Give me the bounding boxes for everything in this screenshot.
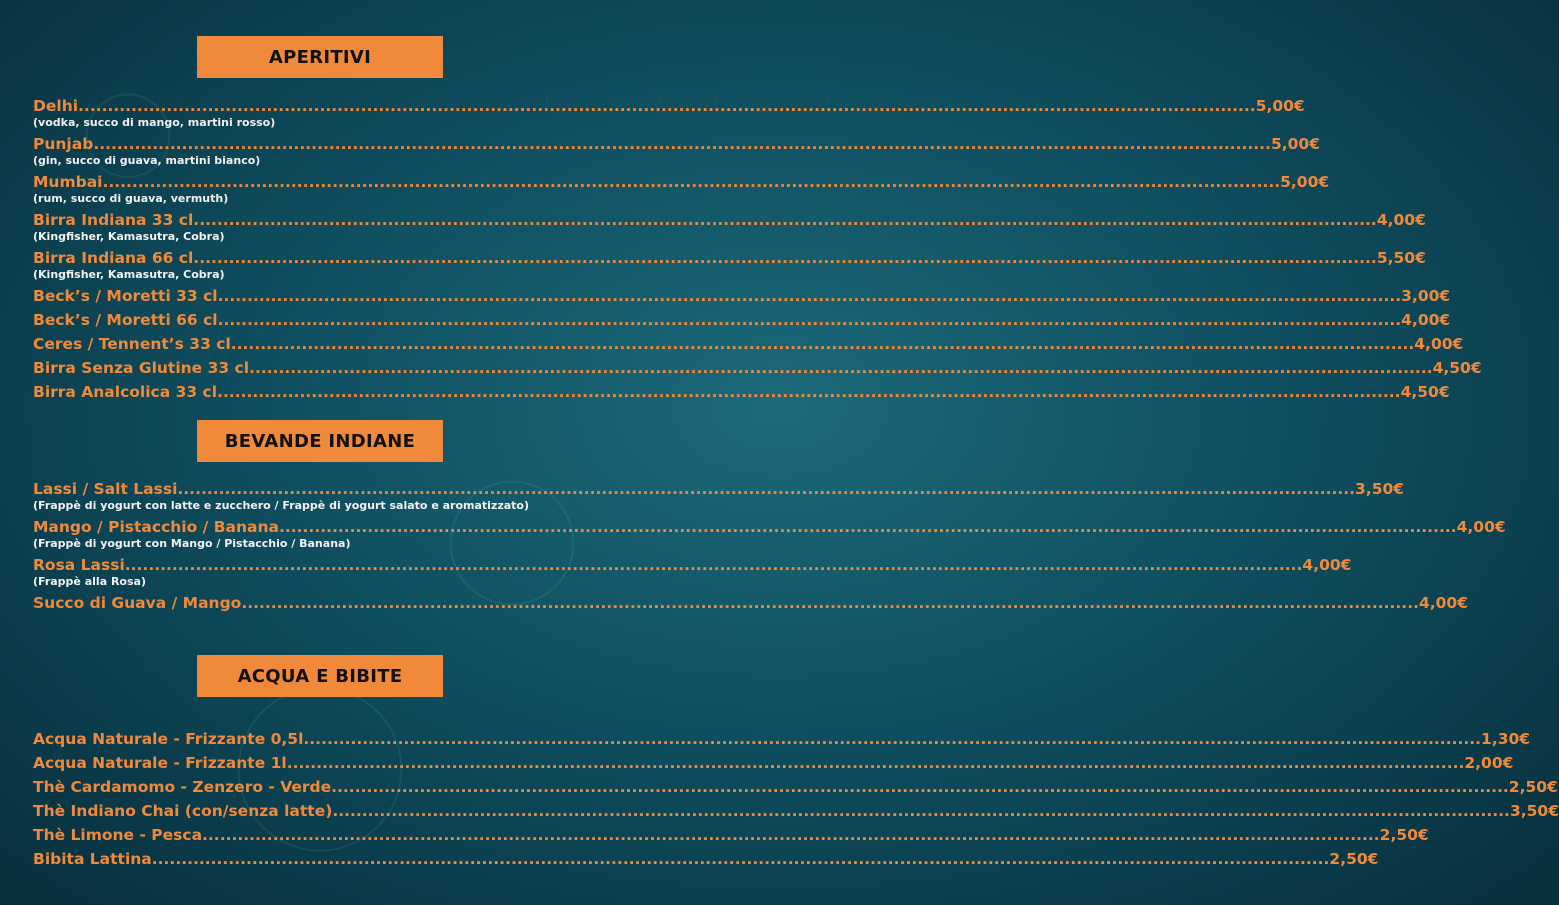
dot-leader: ........................................................................................................................................................................................................ <box>93 135 1271 153</box>
dot-leader: ........................................................................................................................................................................................................ <box>102 173 1281 191</box>
section-header-acqua-e-bibite <box>197 655 443 697</box>
item-description: (Frappè di yogurt con latte e zucchero / Frappè di yogurt salato e aromatizzato) <box>33 499 529 512</box>
item-name: Thè Cardamomo - Zenzero - Verde <box>33 778 332 796</box>
item-name: Punjab <box>33 135 94 153</box>
section-header-aperitivi <box>197 36 443 78</box>
menu-item <box>33 380 1450 404</box>
item-description: (vodka, succo di mango, martini rosso) <box>33 116 276 129</box>
dot-leader: ........................................................................................................................................................................................................ <box>151 850 1330 868</box>
menu-item <box>33 751 1514 775</box>
item-price: 4,00€ <box>1401 311 1451 329</box>
item-name: Birra Indiana 66 cl. <box>33 249 200 267</box>
item-price: 4,50€ <box>1400 383 1450 401</box>
menu-item <box>33 553 1352 589</box>
item-name: Bibita Lattina <box>33 850 152 868</box>
item-price: 4,00€ <box>1414 335 1464 353</box>
item-price: 4,00€ <box>1302 556 1352 574</box>
item-price: 5,50€ <box>1376 249 1426 267</box>
dot-leader: ........................................................................................................................................................................................................ <box>236 335 1415 353</box>
item-name: Delhi <box>33 97 79 115</box>
menu-item <box>33 132 1320 168</box>
menu-item <box>33 591 1468 615</box>
item-price: 2,50€ <box>1329 850 1379 868</box>
menu-item <box>33 208 1426 244</box>
dot-leader: ........................................................................................................................................................................................................ <box>199 249 1377 267</box>
item-description: (Kingfisher, Kamasutra, Cobra) <box>33 230 225 243</box>
menu-item <box>33 332 1464 356</box>
dot-leader: ........................................................................................................................................................................................................ <box>241 594 1419 612</box>
item-name: Birra Indiana 33 cl. <box>33 211 200 229</box>
item-price: 5,00€ <box>1280 173 1330 191</box>
item-description: (Frappè alla Rosa) <box>33 575 146 588</box>
item-description: (Frappè di yogurt con Mango / Pistacchio / Banana) <box>33 537 351 550</box>
dot-leader: ........................................................................................................................................................................................................ <box>124 556 1303 574</box>
menu-item <box>33 94 1305 130</box>
item-price: 2,00€ <box>1464 754 1514 772</box>
dot-leader: ........................................................................................................................................................................................................ <box>278 518 1457 536</box>
item-name: Acqua Naturale - Frizzante 1l <box>33 754 287 772</box>
item-price: 5,00€ <box>1270 135 1320 153</box>
item-name: Rosa Lassi <box>33 556 125 574</box>
item-name: Succo di Guava / Mango <box>33 594 242 612</box>
dot-leader: ........................................................................................................................................................................................................ <box>223 287 1402 305</box>
item-name: Beck’s / Moretti 33 cl. <box>33 287 224 305</box>
item-name: Thè Limone - Pesca <box>33 826 203 844</box>
item-description: (rum, succo di guava, vermuth) <box>33 192 229 205</box>
section-title: BEVANDE INDIANE <box>224 430 416 452</box>
dot-leader: ........................................................................................................................................................................................................ <box>223 311 1402 329</box>
menu-item <box>33 284 1451 308</box>
dot-leader: ........................................................................................................................................................................................................ <box>222 383 1401 401</box>
menu-item <box>33 823 1429 847</box>
item-name: Birra Senza Glutine 33 cl. <box>33 359 255 377</box>
dot-leader: ........................................................................................................................................................................................................ <box>331 778 1509 796</box>
menu-list-bevande-indiane <box>33 477 1506 615</box>
section-title: ACQUA E BIBITE <box>237 665 403 687</box>
item-price: 2,50€ <box>1379 826 1429 844</box>
item-description: (gin, succo di guava, martini bianco) <box>33 154 261 167</box>
item-price: 1,30€ <box>1481 730 1531 748</box>
item-name: Acqua Naturale - Frizzante 0,5l <box>33 730 304 748</box>
item-name: Ceres / Tennent’s 33 cl. <box>33 335 237 353</box>
dot-leader: ........................................................................................................................................................................................................ <box>78 97 1256 115</box>
menu-item <box>33 246 1426 282</box>
section-header-bevande-indiane <box>197 420 443 462</box>
menu-item <box>33 308 1451 332</box>
item-name: Mango / Pistacchio / Banana <box>33 518 279 536</box>
section-title: APERITIVI <box>268 46 372 68</box>
item-price: 2,50€ <box>1508 778 1558 796</box>
item-price: 5,00€ <box>1255 97 1305 115</box>
item-name: Birra Analcolica 33 cl. <box>33 383 223 401</box>
menu-item <box>33 799 1559 823</box>
menu-item <box>33 515 1506 551</box>
menu-item <box>33 170 1330 206</box>
dot-leader: ........................................................................................................................................................................................................ <box>202 826 1380 844</box>
dot-leader: ........................................................................................................................................................................................................ <box>254 359 1433 377</box>
dot-leader: ........................................................................................................................................................................................................ <box>286 754 1465 772</box>
item-price: 3,00€ <box>1401 287 1451 305</box>
item-name: Lassi / Salt Lassi <box>33 480 178 498</box>
menu-list-acqua-e-bibite <box>33 727 1559 871</box>
menu-list-aperitivi <box>33 94 1482 404</box>
dot-leader: ........................................................................................................................................................................................................ <box>177 480 1356 498</box>
dot-leader: ........................................................................................................................................................................................................ <box>303 730 1482 748</box>
item-price: 3,50€ <box>1355 480 1405 498</box>
menu-item <box>33 727 1531 751</box>
menu-item <box>33 847 1379 871</box>
item-price: 4,50€ <box>1432 359 1482 377</box>
dot-leader: ........................................................................................................................................................................................................ <box>332 802 1510 820</box>
item-name: Beck’s / Moretti 66 cl. <box>33 311 224 329</box>
menu-item <box>33 775 1558 799</box>
item-description: (Kingfisher, Kamasutra, Cobra) <box>33 268 225 281</box>
item-price: 3,50€ <box>1509 802 1559 820</box>
item-price: 4,00€ <box>1376 211 1426 229</box>
menu-item <box>33 477 1405 513</box>
item-name: Thè Indiano Chai (con/senza latte) <box>33 802 333 820</box>
menu-item <box>33 356 1482 380</box>
item-name: Mumbai <box>33 173 103 191</box>
item-price: 4,00€ <box>1456 518 1506 536</box>
dot-leader: ........................................................................................................................................................................................................ <box>199 211 1377 229</box>
item-price: 4,00€ <box>1418 594 1468 612</box>
